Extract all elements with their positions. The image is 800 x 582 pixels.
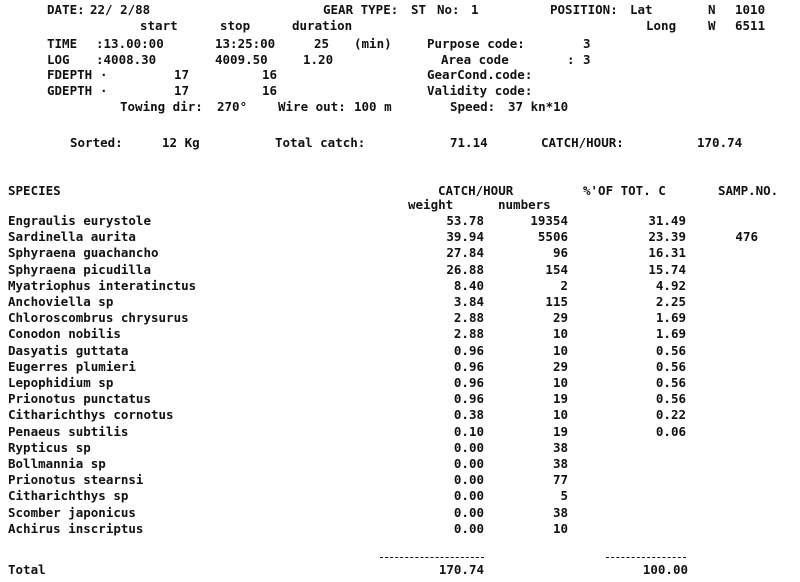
position-label: POSITION: (550, 2, 618, 17)
date-value: 22/ 2/88 (90, 2, 151, 17)
fdepth-label: FDEPTH (47, 67, 93, 82)
species-pct: 23.39 (648, 229, 686, 245)
species-numbers: 154 (545, 261, 568, 277)
log-start: :4008.30 (96, 52, 157, 67)
species-name: Penaeus subtilis (8, 423, 129, 439)
speed-value: 37 kn*10 (508, 99, 569, 114)
species-numbers: 38 (552, 504, 568, 520)
species-weight: 2.88 (453, 326, 484, 342)
speed-label: Speed: (450, 99, 496, 114)
numbers-column-header: numbers (498, 197, 551, 212)
species-weight: 2.88 (453, 310, 484, 326)
pct-total-rule (606, 557, 686, 558)
species-numbers: 96 (552, 245, 568, 261)
wire-out-label: Wire out: (278, 99, 346, 114)
species-numbers: 10 (552, 342, 568, 358)
species-weight: 26.88 (446, 261, 484, 277)
species-weight: 0.10 (453, 423, 484, 439)
species-pct: 1.69 (655, 310, 686, 326)
species-pct: 0.56 (655, 358, 686, 374)
total-catch-value: 71.14 (450, 135, 488, 150)
species-weight: 0.96 (453, 358, 484, 374)
species-name: Sphyraena picudilla (8, 261, 151, 277)
species-name: Chloroscombrus chrysurus (8, 310, 189, 326)
species-pct: 15.74 (648, 261, 686, 277)
species-numbers: 77 (552, 472, 568, 488)
total-pct: 100.00 (642, 562, 688, 577)
species-weight: 39.94 (446, 229, 484, 245)
purpose-code-value: 3 (583, 36, 591, 51)
col-start-heading: start (140, 18, 178, 33)
area-code-value: 3 (583, 52, 591, 67)
gdepth-stop: 16 (262, 83, 278, 98)
species-pct: 0.56 (655, 391, 686, 407)
fdepth-stop: 16 (262, 67, 278, 82)
long-value: 6511 (735, 18, 766, 33)
time-unit: (min) (354, 36, 392, 51)
species-name: Rypticus sp (8, 439, 91, 455)
fdepth-start: 17 (174, 67, 190, 82)
species-weight: 0.00 (453, 504, 484, 520)
species-weight: 0.96 (453, 342, 484, 358)
lat-value: 1010 (735, 2, 766, 17)
species-pct: 4.92 (655, 277, 686, 293)
species-name: Prionotus stearnsi (8, 472, 144, 488)
species-name: Achirus inscriptus (8, 520, 144, 536)
sorted-label: Sorted: (70, 135, 123, 150)
station-no-label: No: (437, 2, 460, 17)
fdepth-separator: · (100, 67, 108, 82)
col-duration-heading: duration (292, 18, 353, 33)
species-weight: 0.00 (453, 520, 484, 536)
species-numbers: 5 (560, 488, 568, 504)
species-numbers: 115 (545, 294, 568, 309)
sample-no-column-header: SAMP.NO. (718, 183, 779, 198)
species-pct: 0.22 (655, 407, 686, 423)
species-weight: 0.38 (453, 407, 484, 423)
species-numbers: 10 (552, 520, 568, 536)
species-numbers: 2 (560, 277, 568, 293)
area-code-label: Area code (441, 52, 509, 67)
species-name: Anchoviella sp (8, 294, 114, 309)
log-stop: 4009.50 (215, 52, 268, 67)
species-name: Scomber japonicus (8, 504, 136, 520)
total-weight: 170.74 (438, 562, 484, 577)
log-duration: 1.20 (303, 52, 334, 67)
total-label: Total (8, 562, 46, 577)
species-name: Lepophidium sp (8, 375, 114, 390)
species-numbers: 29 (552, 358, 568, 374)
species-numbers: 10 (552, 407, 568, 423)
long-label: Long (646, 18, 677, 33)
species-name: Sardinella aurita (8, 229, 136, 245)
catch-hour-column-header: CATCH/HOUR (438, 183, 514, 198)
species-sample-no: 476 (735, 229, 758, 245)
species-pct: 0.56 (655, 342, 686, 358)
species-weight: 0.00 (453, 472, 484, 488)
species-name: Bollmannia sp (8, 456, 106, 471)
area-code-colon: : (567, 52, 575, 67)
towing-dir-value: 270° (217, 99, 248, 114)
species-pct: 1.69 (655, 326, 686, 342)
species-weight: 0.00 (453, 488, 484, 504)
time-start: :13.00:00 (96, 36, 164, 51)
col-stop-heading: stop (220, 18, 251, 33)
gdepth-label: GDEPTH (47, 83, 93, 98)
species-name: Citharichthys sp (8, 488, 129, 504)
species-name: Eugerres plumieri (8, 358, 136, 374)
species-numbers: 5506 (537, 229, 568, 245)
species-name: Engraulis eurystole (8, 213, 151, 228)
species-name: Citharichthys cornotus (8, 407, 174, 423)
species-pct: 0.56 (655, 375, 686, 390)
time-stop: 13:25:00 (215, 36, 276, 51)
species-numbers: 10 (552, 326, 568, 342)
species-numbers: 38 (552, 439, 568, 455)
purpose-code-label: Purpose code: (427, 36, 525, 51)
wire-out-value: 100 m (354, 99, 392, 114)
species-weight: 0.00 (453, 439, 484, 455)
species-weight: 0.96 (453, 375, 484, 390)
species-weight: 8.40 (453, 277, 484, 293)
lat-label: Lat (630, 2, 653, 17)
date-label: DATE: (47, 2, 85, 17)
catch-per-hour-label: CATCH/HOUR: (541, 135, 624, 150)
time-label: TIME (47, 36, 78, 51)
gear-type-value: ST (411, 2, 427, 17)
validity-code-label: Validity code: (427, 83, 533, 98)
species-name: Myatriophus interatinctus (8, 277, 197, 293)
weight-total-rule (380, 557, 484, 558)
time-duration: 25 (314, 36, 330, 51)
gdepth-separator: · (100, 83, 108, 98)
species-name: Prionotus punctatus (8, 391, 151, 407)
species-pct: 16.31 (648, 245, 686, 261)
sorted-value: 12 Kg (162, 135, 200, 150)
gear-type-label: GEAR TYPE: (323, 2, 399, 17)
species-name: Dasyatis guttata (8, 342, 129, 358)
species-numbers: 38 (552, 456, 568, 471)
log-label: LOG (47, 52, 70, 67)
species-pct: 31.49 (648, 213, 686, 228)
long-hemisphere: W (708, 18, 716, 33)
species-numbers: 19 (552, 423, 568, 439)
species-pct: 0.06 (655, 423, 686, 439)
species-pct: 2.25 (655, 294, 686, 309)
species-numbers: 29 (552, 310, 568, 326)
species-weight: 0.96 (453, 391, 484, 407)
total-catch-label: Total catch: (275, 135, 366, 150)
species-numbers: 19354 (530, 213, 568, 228)
gdepth-start: 17 (174, 83, 190, 98)
species-name: Conodon nobilis (8, 326, 121, 342)
species-weight: 27.84 (446, 245, 484, 261)
species-weight: 53.78 (446, 213, 484, 228)
species-numbers: 19 (552, 391, 568, 407)
species-numbers: 10 (552, 375, 568, 390)
species-name: Sphyraena guachancho (8, 245, 159, 261)
gearcond-code-label: GearCond.code: (427, 67, 533, 82)
catch-per-hour-value: 170.74 (697, 135, 743, 150)
species-column-header: SPECIES (8, 183, 61, 198)
station-no-value: 1 (471, 2, 479, 17)
species-weight: 3.84 (453, 294, 484, 309)
lat-hemisphere: N (708, 2, 716, 17)
pct-of-total-column-header: %'OF TOT. C (583, 183, 666, 198)
species-weight: 0.00 (453, 456, 484, 471)
weight-column-header: weight (408, 197, 454, 212)
towing-dir-label: Towing dir: (120, 99, 203, 114)
